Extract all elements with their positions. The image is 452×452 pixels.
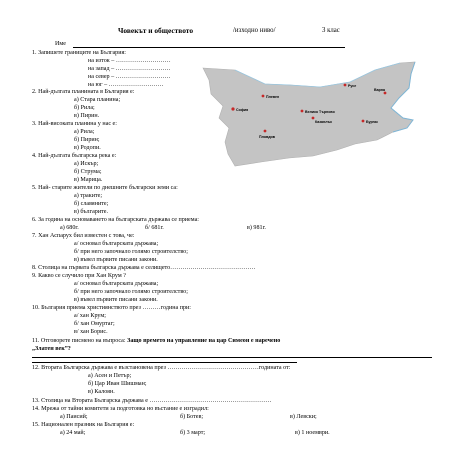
- city-label-ruse: Русе: [348, 84, 357, 88]
- city-label-sofia: София: [236, 108, 249, 112]
- q3-option-a: а) Рила;: [74, 129, 95, 135]
- question-11-label: 11. Отговорете писмено на въпроса:: [32, 338, 126, 344]
- q1-line-east: на изток – ………………………: [88, 58, 171, 64]
- city-marker-plovdiv: [264, 130, 267, 133]
- q4-option-b: б) Струма;: [74, 169, 102, 175]
- q14-option-b: б) Ботев;: [180, 414, 204, 420]
- q1-line-west: на запад – ………………………: [88, 66, 171, 72]
- city-marker-veliko-tarnovo: [301, 110, 304, 113]
- city-label-plovdiv: Пловдив: [259, 135, 275, 139]
- worksheet-title: Човекът и обществото: [118, 26, 194, 35]
- q2-option-c: в) Пирин.: [74, 113, 100, 119]
- q15-option-a: а) 24 май;: [60, 430, 86, 436]
- question-10: 10. България приема християнството през ………година при:: [32, 305, 191, 311]
- q9-option-c: в) въвел първите писани закони.: [74, 297, 158, 303]
- q15-option-b: б) 3 март;: [180, 430, 206, 436]
- city-label-kazanlak: Казанлък: [315, 120, 332, 124]
- question-6: 6. За година на основаването на българската държава се приема:: [32, 217, 199, 223]
- q2-option-a: а) Стара планина;: [74, 97, 121, 103]
- q6-option-c: в) 981г.: [247, 225, 266, 231]
- q4-option-c: в) Марица.: [74, 177, 103, 183]
- question-13: 13. Столица на Втората Българска държава е ……………………………………………………: [32, 398, 272, 404]
- q7-option-c: в) въвел първите писани закони.: [74, 257, 158, 263]
- question-8: 8. Столица на първата българска държава е селището……………………………………: [32, 265, 256, 271]
- q15-option-c: в) 1 ноември.: [295, 430, 330, 436]
- city-label-veliko-tarnovo: Велико Търново: [305, 110, 335, 114]
- q6-option-a: а) 680г.: [60, 225, 79, 231]
- q9-option-a: а/ основал българската държава;: [74, 281, 159, 287]
- question-3: 3. Най-високата планина у нас е:: [32, 121, 117, 127]
- q10-option-c: в/ хан Борис.: [74, 329, 108, 335]
- question-15: 15. Национален празник на България е:: [32, 422, 135, 428]
- q5-option-c: в) българите.: [74, 209, 108, 215]
- q2-option-b: б) Рила;: [74, 105, 95, 111]
- question-5: 5. Най- старите жители по днешните български земи са:: [32, 185, 178, 191]
- city-marker-pleven: [262, 95, 265, 98]
- q14-option-a: а) Паисий;: [60, 414, 88, 420]
- q10-option-b: б/ хан Омуртаг;: [74, 321, 115, 327]
- city-marker-kazanlak: [312, 117, 315, 120]
- question-12: 12. Втората Българска държава е възстановена през ………………………………………годината от:: [32, 365, 291, 371]
- q5-option-b: б) славяните;: [74, 201, 109, 207]
- q5-option-a: а) траките;: [74, 193, 103, 199]
- city-marker-burgas: [362, 120, 365, 123]
- q6-option-b: б/ 681г.: [145, 225, 164, 231]
- q1-line-south: на юг – ………………………: [88, 82, 164, 88]
- q10-option-a: а/ хан Крум;: [74, 313, 106, 319]
- city-marker-sofia: [231, 107, 234, 110]
- name-label: Име: [55, 41, 66, 47]
- q9-option-b: б/ при него започнало голямо строителство;: [74, 289, 188, 295]
- worksheet-level: /изходно ниво/: [233, 27, 276, 34]
- worksheet-grade: 3 клас: [322, 27, 340, 34]
- name-line[interactable]: [73, 47, 345, 48]
- bulgaria-shape: [203, 62, 415, 166]
- q7-option-a: а/ основал българската държава;: [74, 241, 159, 247]
- question-11: [32, 338, 280, 345]
- q1-line-north: на север – ………………………: [88, 74, 171, 80]
- question-4: 4. Най-дългата българска река е:: [32, 153, 117, 159]
- question-11-bold-2: „Златен век”?: [32, 346, 71, 352]
- q7-option-b: б/ при него започнало голямо строителство;: [74, 249, 188, 255]
- city-label-varna: Варна: [374, 88, 385, 92]
- q12-option-b: б) Цар Иван Шишман;: [88, 381, 147, 387]
- city-label-pleven: Плевен: [266, 95, 280, 99]
- q4-option-a: а) Искър;: [74, 161, 99, 167]
- q12-option-a: а) Асен и Петър;: [88, 373, 132, 379]
- question-9: 9. Какво се случило при Хан Крум ?: [32, 273, 126, 279]
- q3-option-c: в) Родопи.: [74, 145, 101, 151]
- city-label-burgas: Бургас: [366, 120, 379, 124]
- q14-option-c: в) Левски;: [290, 414, 317, 420]
- question-7: 7. Хан Аспарух бил известен с това, че:: [32, 233, 135, 239]
- question-2: 2. Най-дългата планината в България е:: [32, 89, 135, 95]
- city-marker-ruse: [344, 84, 347, 87]
- question-11-bold: Защо времето на управление на цар Симеон е наречено: [127, 338, 281, 344]
- q3-option-b: б) Пирин;: [74, 137, 100, 143]
- answer-line-2[interactable]: [32, 362, 297, 363]
- answer-line-1[interactable]: [32, 357, 432, 358]
- city-marker-varna: [384, 92, 387, 95]
- bulgaria-map: [195, 58, 435, 173]
- q12-option-c: в) Калоян.: [88, 389, 115, 395]
- question-14: 14. Мрежа от тайни комитети за подготовка но въстание е изградил:: [32, 406, 209, 412]
- question-1: 1. Запишете границите на България:: [32, 50, 126, 56]
